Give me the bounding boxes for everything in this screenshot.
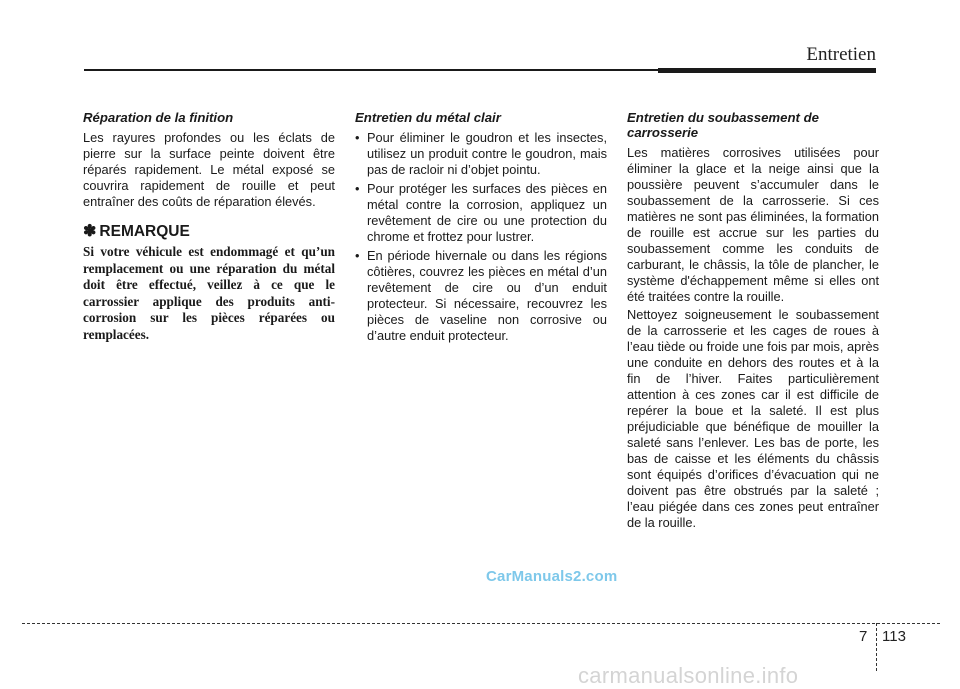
- note-title: REMARQUE: [99, 223, 190, 240]
- note-heading: [83, 224, 335, 240]
- footer-rule: [22, 623, 940, 624]
- heading-bright-metal: Entretien du métal clair: [355, 110, 501, 125]
- list-item: [355, 130, 607, 178]
- list-item-text: Pour protéger les surfaces des pièces en métal contre la corrosion, appliquez un revêtement de cire ou une protection du chrome et frottez pour lustrer.: [367, 181, 607, 244]
- header-rule: [84, 68, 876, 72]
- right-column: [627, 110, 879, 531]
- list-item-text: En période hivernale ou dans les régions côtières, couvrez les pièces en métal d’un revêtement de cire ou d’un enduit protecteur. Si nécessaire, recouvrez les pièces de vaseline non corrosive ou d’autre enduit protecteur.: [367, 248, 607, 343]
- middle-column: [355, 110, 607, 347]
- bullet-list: [355, 130, 607, 344]
- section-title: Entretien: [806, 44, 876, 65]
- heading-finish-repair: Réparation de la finition: [83, 110, 234, 125]
- header-rule-thin: [84, 69, 658, 71]
- note-text: Si votre véhicule est endommagé et qu’un remplacement ou une réparation du métal doit être effectué, veillez à ce que le carrossier applique des produits anti-corrosion sur les pièces réparées ou remplacées.: [83, 244, 335, 342]
- footer-divider: [876, 623, 877, 671]
- bullet-icon: •: [355, 130, 360, 145]
- watermark-link[interactable]: CarManuals2.com: [486, 568, 618, 585]
- header-rule-thick: [658, 68, 876, 73]
- bullet-icon: •: [355, 181, 360, 196]
- paragraph-underbody-2: Nettoyez soigneusement le soubassement de la carrosserie et les cages de roues à l’eau tiède ou froide une fois par mois, après une conduite en dehors des routes et à la fin de l’hiver. Faites particulièrement attention à ces zones car il est difficile de repérer la boue et la saleté. Il est plus préjudiciable que bénéfique de mouiller la saleté sans l’enlever. Les bas de porte, les bas de caisse et les éléments du châssis sont équipés d’orifices d’évacuation qui ne doivent pas être obstrués par la saleté ; l’eau piégée dans ces zones peut entraîner de la rouille.: [627, 307, 879, 530]
- footer-watermark: carmanualsonline.info: [578, 663, 799, 688]
- paragraph-underbody-1: Les matières corrosives utilisées pour éliminer la glace et la neige ainsi que la poussière peuvent s’accumuler dans le soubassement de la carrosserie. Si ces matières ne sont pas éliminées, la formation de rouille est accrue sur les parties du soubassement comme les conduits de carburant, le châssis, la tôle de plancher, le système d'échappement même si elles ont été traitées contre la rouille.: [627, 145, 879, 304]
- list-item: [355, 181, 607, 245]
- chapter-number: 7: [859, 628, 868, 645]
- list-item: [355, 248, 607, 344]
- asterisk-icon: ✽: [83, 223, 97, 240]
- list-item-text: Pour éliminer le goudron et les insectes, utilisez un produit contre le goudron, mais pas de racloir ni d’objet pointu.: [367, 130, 607, 177]
- paragraph-finish-repair: Les rayures profondes ou les éclats de pierre sur la surface peinte doivent être réparés rapidement. Le métal exposé se couvrira rapidement de rouille et peut entraîner des coûts de réparation élevés.: [83, 130, 335, 209]
- bullet-icon: •: [355, 248, 360, 263]
- heading-underbody: Entretien du soubassement de carrosserie: [627, 110, 819, 140]
- left-column: [83, 110, 335, 343]
- page-number: 113: [882, 628, 906, 645]
